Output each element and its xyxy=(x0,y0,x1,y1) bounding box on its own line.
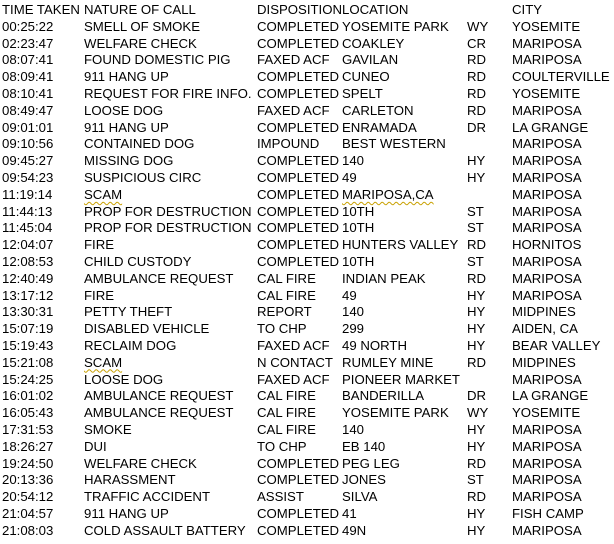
call-street-suffix: RD xyxy=(467,102,487,118)
call-time: 12:04:07 xyxy=(2,237,54,253)
call-disposition: COMPLETED xyxy=(257,472,340,488)
call-location: 49 xyxy=(342,169,357,185)
call-city: MARIPOSA xyxy=(512,186,582,202)
call-city: COULTERVILLE xyxy=(512,69,610,85)
call-disposition: CAL FIRE xyxy=(257,287,316,303)
call-disposition: COMPLETED xyxy=(257,119,340,135)
call-disposition: COMPLETED xyxy=(257,85,340,101)
call-time: 15:21:08 xyxy=(2,354,54,370)
call-street-suffix: RD xyxy=(467,52,487,68)
call-nature: HARASSMENT xyxy=(84,472,176,488)
call-nature: SUSPICIOUS CIRC xyxy=(84,169,202,185)
call-street-suffix: HY xyxy=(467,304,486,320)
call-street-suffix: RD xyxy=(467,489,487,505)
call-city: MARIPOSA xyxy=(512,489,582,505)
call-time: 11:44:13 xyxy=(2,203,53,219)
call-time: 19:24:50 xyxy=(2,455,54,471)
call-time: 12:08:53 xyxy=(2,253,54,269)
call-location: 140 xyxy=(342,421,365,437)
call-location: INDIAN PEAK xyxy=(342,270,426,286)
call-disposition: COMPLETED xyxy=(257,153,340,169)
call-location: MARIPOSA,CA xyxy=(342,186,434,202)
call-location: 299 xyxy=(342,321,365,337)
call-time: 21:04:57 xyxy=(2,505,54,521)
call-location: 10TH xyxy=(342,203,375,219)
table-row xyxy=(2,254,614,271)
call-time: 20:13:36 xyxy=(2,472,54,488)
call-time: 21:08:03 xyxy=(2,522,54,538)
call-nature: 911 HANG UP xyxy=(84,505,169,521)
call-location: PIONEER MARKET xyxy=(342,371,460,387)
call-nature: SMELL OF SMOKE xyxy=(84,18,201,34)
call-nature: PROP FOR DESTRUCTION xyxy=(84,220,252,236)
call-time: 15:07:19 xyxy=(2,321,54,337)
call-disposition: IMPOUND xyxy=(257,136,320,152)
call-disposition: FAXED ACF xyxy=(257,102,330,118)
call-time: 16:01:02 xyxy=(2,388,54,404)
call-city: MARIPOSA xyxy=(512,136,582,152)
header-disposition: DISPOSITION xyxy=(257,2,342,17)
call-disposition: CAL FIRE xyxy=(257,421,316,437)
call-disposition: ASSIST xyxy=(257,489,304,505)
call-time: 18:26:27 xyxy=(2,438,54,454)
call-city: BEAR VALLEY xyxy=(512,337,601,353)
call-time: 08:49:47 xyxy=(2,102,54,118)
header-location: LOCATION xyxy=(342,2,409,17)
table-row xyxy=(2,288,614,305)
call-street-suffix: WY xyxy=(467,405,489,421)
call-time: 09:10:56 xyxy=(2,136,54,152)
call-disposition: COMPLETED xyxy=(257,253,340,269)
call-city: MARIPOSA xyxy=(512,287,582,303)
call-disposition: COMPLETED xyxy=(257,522,340,538)
call-street-suffix: CR xyxy=(467,35,487,51)
call-street-suffix: RD xyxy=(467,455,487,471)
call-nature: MISSING DOG xyxy=(84,153,174,169)
table-row xyxy=(2,422,614,439)
call-nature: AMBULANCE REQUEST xyxy=(84,405,234,421)
call-disposition: FAXED ACF xyxy=(257,52,330,68)
call-city: MARIPOSA xyxy=(512,203,582,219)
call-time: 09:01:01 xyxy=(2,119,54,135)
table-row xyxy=(2,304,614,321)
call-log xyxy=(2,2,614,540)
call-location: SILVA xyxy=(342,489,378,505)
call-nature: FIRE xyxy=(84,287,115,303)
call-location: BANDERILLA xyxy=(342,388,425,404)
call-location: JONES xyxy=(342,472,386,488)
call-time: 09:54:23 xyxy=(2,169,54,185)
call-disposition: COMPLETED xyxy=(257,69,340,85)
header-city: CITY xyxy=(512,2,543,17)
call-city: AIDEN, CA xyxy=(512,321,578,337)
call-city: MARIPOSA xyxy=(512,421,582,437)
call-nature: PROP FOR DESTRUCTION xyxy=(84,203,252,219)
call-street-suffix: HY xyxy=(467,438,486,454)
call-location: 49 xyxy=(342,287,357,303)
call-location: ENRAMADA xyxy=(342,119,417,135)
call-location: SPELT xyxy=(342,85,383,101)
table-row xyxy=(2,321,614,338)
call-city: YOSEMITE xyxy=(512,18,581,34)
call-nature: LOOSE DOG xyxy=(84,102,164,118)
call-nature: LOOSE DOG xyxy=(84,371,164,387)
call-location: BEST WESTERN xyxy=(342,136,446,152)
call-city: LA GRANGE xyxy=(512,119,589,135)
call-time: 15:19:43 xyxy=(2,337,54,353)
table-row xyxy=(2,489,614,506)
call-location: GAVILAN xyxy=(342,52,399,68)
call-street-suffix: RD xyxy=(467,85,487,101)
call-nature: SMOKE xyxy=(84,421,132,437)
table-row xyxy=(2,204,614,221)
call-street-suffix: ST xyxy=(467,220,484,236)
table-row xyxy=(2,220,614,237)
call-street-suffix: RD xyxy=(467,237,487,253)
call-street-suffix: HY xyxy=(467,421,486,437)
call-nature: TRAFFIC ACCIDENT xyxy=(84,489,211,505)
table-row xyxy=(2,86,614,103)
call-city: MARIPOSA xyxy=(512,35,582,51)
call-nature: FIRE xyxy=(84,237,115,253)
call-disposition: TO CHP xyxy=(257,321,307,337)
call-city: MARIPOSA xyxy=(512,153,582,169)
call-street-suffix: HY xyxy=(467,169,486,185)
call-city: FISH CAMP xyxy=(512,505,584,521)
call-location: 49N xyxy=(342,522,367,538)
table-row xyxy=(2,19,614,36)
call-city: HORNITOS xyxy=(512,237,582,253)
table-row xyxy=(2,456,614,473)
call-street-suffix: HY xyxy=(467,153,486,169)
call-time: 08:10:41 xyxy=(2,85,54,101)
call-location: COAKLEY xyxy=(342,35,405,51)
call-time: 17:31:53 xyxy=(2,421,54,437)
call-location: 140 xyxy=(342,304,365,320)
call-location: PEG LEG xyxy=(342,455,400,471)
call-nature: REQUEST FOR FIRE INFO. xyxy=(84,85,252,101)
call-city: MARIPOSA xyxy=(512,52,582,68)
call-disposition: COMPLETED xyxy=(257,18,340,34)
table-row xyxy=(2,237,614,254)
call-city: MARIPOSA xyxy=(512,522,582,538)
table-row xyxy=(2,338,614,355)
call-disposition: COMPLETED xyxy=(257,186,340,202)
call-location: 10TH xyxy=(342,253,375,269)
call-nature: 911 HANG UP xyxy=(84,119,169,135)
call-city: MARIPOSA xyxy=(512,102,582,118)
call-disposition: COMPLETED xyxy=(257,169,340,185)
call-time: 20:54:12 xyxy=(2,489,54,505)
call-nature: SCAM xyxy=(84,354,123,370)
call-location: CUNEO xyxy=(342,69,390,85)
call-city: MARIPOSA xyxy=(512,438,582,454)
call-disposition: COMPLETED xyxy=(257,220,340,236)
call-nature: DISABLED VEHICLE xyxy=(84,321,210,337)
call-nature: DUI xyxy=(84,438,107,454)
call-street-suffix: RD xyxy=(467,354,487,370)
table-row xyxy=(2,153,614,170)
call-time: 09:45:27 xyxy=(2,153,54,169)
call-street-suffix: RD xyxy=(467,69,487,85)
call-nature: 911 HANG UP xyxy=(84,69,169,85)
call-city: MARIPOSA xyxy=(512,371,582,387)
call-city: LA GRANGE xyxy=(512,388,589,404)
call-disposition: CAL FIRE xyxy=(257,388,316,404)
call-time: 00:25:22 xyxy=(2,18,54,34)
call-street-suffix: HY xyxy=(467,505,486,521)
call-rows xyxy=(2,19,614,540)
call-street-suffix: RD xyxy=(467,270,487,286)
call-nature: COLD ASSAULT BATTERY xyxy=(84,522,246,538)
call-location: 10TH xyxy=(342,220,375,236)
call-location: HUNTERS VALLEY xyxy=(342,237,459,253)
call-location: YOSEMITE PARK xyxy=(342,405,449,421)
call-city: MIDPINES xyxy=(512,304,576,320)
call-city: MIDPINES xyxy=(512,354,576,370)
call-location: EB 140 xyxy=(342,438,386,454)
call-disposition: REPORT xyxy=(257,304,312,320)
table-row xyxy=(2,523,614,540)
call-nature: CHILD CUSTODY xyxy=(84,253,192,269)
table-row xyxy=(2,136,614,153)
call-location: CARLETON xyxy=(342,102,414,118)
table-row xyxy=(2,271,614,288)
table-row xyxy=(2,69,614,86)
header-nature: NATURE OF CALL xyxy=(84,2,196,17)
call-city: YOSEMITE xyxy=(512,85,581,101)
call-nature: RECLAIM DOG xyxy=(84,337,177,353)
call-location: 140 xyxy=(342,153,365,169)
call-city: YOSEMITE xyxy=(512,405,581,421)
table-row xyxy=(2,405,614,422)
call-street-suffix: HY xyxy=(467,337,486,353)
table-row xyxy=(2,372,614,389)
call-time: 12:40:49 xyxy=(2,270,54,286)
call-city: MARIPOSA xyxy=(512,220,582,236)
table-row xyxy=(2,388,614,405)
call-nature: WELFARE CHECK xyxy=(84,455,197,471)
call-city: MARIPOSA xyxy=(512,169,582,185)
call-street-suffix: HY xyxy=(467,321,486,337)
call-disposition: CAL FIRE xyxy=(257,405,316,421)
call-street-suffix: HY xyxy=(467,522,486,538)
table-row xyxy=(2,170,614,187)
call-disposition: COMPLETED xyxy=(257,455,340,471)
call-nature: SCAM xyxy=(84,186,123,202)
call-time: 13:17:12 xyxy=(2,287,54,303)
table-row xyxy=(2,52,614,69)
call-disposition: TO CHP xyxy=(257,438,307,454)
call-street-suffix: WY xyxy=(467,18,489,34)
table-row xyxy=(2,36,614,53)
call-time: 16:05:43 xyxy=(2,405,54,421)
call-city: MARIPOSA xyxy=(512,253,582,269)
call-location: YOSEMITE PARK xyxy=(342,18,449,34)
call-nature: AMBULANCE REQUEST xyxy=(84,388,234,404)
table-row xyxy=(2,187,614,204)
call-street-suffix: DR xyxy=(467,388,487,404)
call-street-suffix: ST xyxy=(467,203,484,219)
table-row xyxy=(2,439,614,456)
call-disposition: COMPLETED xyxy=(257,237,340,253)
call-disposition: COMPLETED xyxy=(257,35,340,51)
call-time: 11:19:14 xyxy=(2,186,53,202)
call-street-suffix: HY xyxy=(467,287,486,303)
call-disposition: FAXED ACF xyxy=(257,337,330,353)
call-disposition: COMPLETED xyxy=(257,203,340,219)
call-location: RUMLEY MINE xyxy=(342,354,434,370)
call-nature: AMBULANCE REQUEST xyxy=(84,270,234,286)
call-nature: PETTY THEFT xyxy=(84,304,173,320)
call-city: MARIPOSA xyxy=(512,472,582,488)
table-row xyxy=(2,506,614,523)
call-city: MARIPOSA xyxy=(512,455,582,471)
call-street-suffix: ST xyxy=(467,253,484,269)
table-row xyxy=(2,355,614,372)
call-disposition: CAL FIRE xyxy=(257,270,316,286)
header-time: TIME TAKEN xyxy=(2,2,80,17)
table-row xyxy=(2,103,614,120)
call-time: 02:23:47 xyxy=(2,35,54,51)
call-location: 49 NORTH xyxy=(342,337,407,353)
call-disposition: N CONTACT xyxy=(257,354,333,370)
call-street-suffix: ST xyxy=(467,472,484,488)
header-row xyxy=(2,2,614,19)
table-row xyxy=(2,120,614,137)
call-time: 13:30:31 xyxy=(2,304,54,320)
call-disposition: COMPLETED xyxy=(257,505,340,521)
call-street-suffix: DR xyxy=(467,119,487,135)
call-time: 11:45:04 xyxy=(2,220,53,236)
call-time: 08:09:41 xyxy=(2,69,54,85)
call-nature: FOUND DOMESTIC PIG xyxy=(84,52,231,68)
call-location: 41 xyxy=(342,505,357,521)
table-row xyxy=(2,472,614,489)
call-time: 08:07:41 xyxy=(2,52,54,68)
call-disposition: FAXED ACF xyxy=(257,371,330,387)
call-time: 15:24:25 xyxy=(2,371,54,387)
call-nature: WELFARE CHECK xyxy=(84,35,197,51)
call-city: MARIPOSA xyxy=(512,270,582,286)
call-nature: CONTAINED DOG xyxy=(84,136,195,152)
